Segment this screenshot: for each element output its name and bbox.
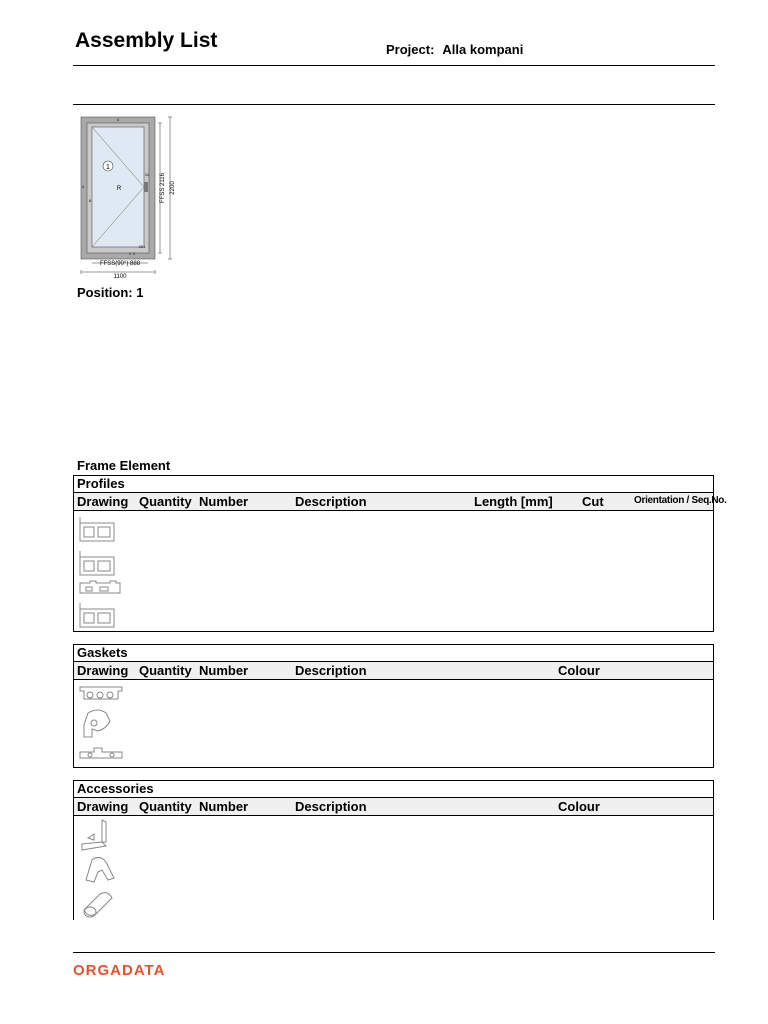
overall-width: 1100 [113, 274, 127, 280]
col-description: Description [295, 663, 367, 678]
dim-inner-left: 6 [88, 198, 92, 203]
col-colour: Colour [558, 663, 600, 678]
col-drawing: Drawing [77, 494, 129, 509]
gaskets-title: Gaskets [74, 645, 713, 662]
col-quantity: Quantity [139, 799, 192, 814]
end-cap-icon [78, 888, 118, 920]
page-title: Assembly List [75, 29, 218, 52]
frame-profile-icon [78, 601, 118, 629]
col-cut: Cut [582, 494, 604, 509]
col-description: Description [295, 494, 367, 509]
ffss-height: FFSS 2116 [160, 173, 166, 203]
project-name: Alla kompani [442, 42, 524, 57]
footer-rule [73, 952, 715, 953]
gasket-lip-icon [78, 707, 118, 739]
handle-code: 2 [132, 251, 136, 256]
window-drawing [78, 112, 178, 280]
frame-element-title: Frame Element [77, 458, 171, 473]
col-drawing: Drawing [77, 663, 129, 678]
profiles-table [73, 475, 727, 632]
project-info [386, 42, 523, 57]
col-quantity: Quantity [139, 494, 192, 509]
corner-bracket-icon [78, 818, 118, 852]
col-quantity: Quantity [139, 663, 192, 678]
gaskets-header [74, 662, 713, 680]
gaskets-table [73, 644, 714, 768]
header-rule-lower [73, 104, 715, 105]
col-orientation: Orientation / Seq.No. [634, 495, 727, 506]
accessories-header [74, 798, 713, 816]
col-drawing: Drawing [77, 799, 129, 814]
header-rule [73, 65, 715, 66]
overall-height: 2200 [170, 181, 176, 195]
window-elevation-diagram [78, 112, 178, 280]
col-colour: Colour [558, 799, 600, 814]
accessories-table [73, 780, 714, 920]
frame-profile-icon [78, 549, 118, 577]
dim-left: 4 [81, 184, 85, 189]
dim-bottom: 1 [128, 251, 132, 256]
ffss-width: FFSS(90°) 888 [99, 261, 141, 267]
bottom-code: 201 [138, 244, 146, 249]
col-length: Length [mm] [474, 494, 553, 509]
project-label: Project: [386, 42, 435, 57]
accessories-title: Accessories [74, 781, 713, 798]
frame-profile-icon [78, 515, 118, 543]
col-description: Description [295, 799, 367, 814]
sash-number: 1 [106, 164, 110, 171]
threshold-profile-icon [78, 579, 122, 595]
gasket-flat-icon [78, 746, 124, 762]
profiles-header [74, 493, 727, 511]
dim-top: 4 [116, 117, 120, 122]
position-label: Position: 1 [77, 285, 144, 300]
col-number: Number [199, 494, 249, 509]
clip-icon [78, 854, 118, 884]
orgadata-logo: ORGADATA [73, 962, 166, 979]
col-number: Number [199, 799, 249, 814]
gasket-chain-icon [78, 683, 124, 703]
profiles-title: Profiles [74, 476, 713, 493]
opening-label: R [116, 186, 122, 192]
col-number: Number [199, 663, 249, 678]
dim-inner-right: 11 [144, 172, 150, 177]
